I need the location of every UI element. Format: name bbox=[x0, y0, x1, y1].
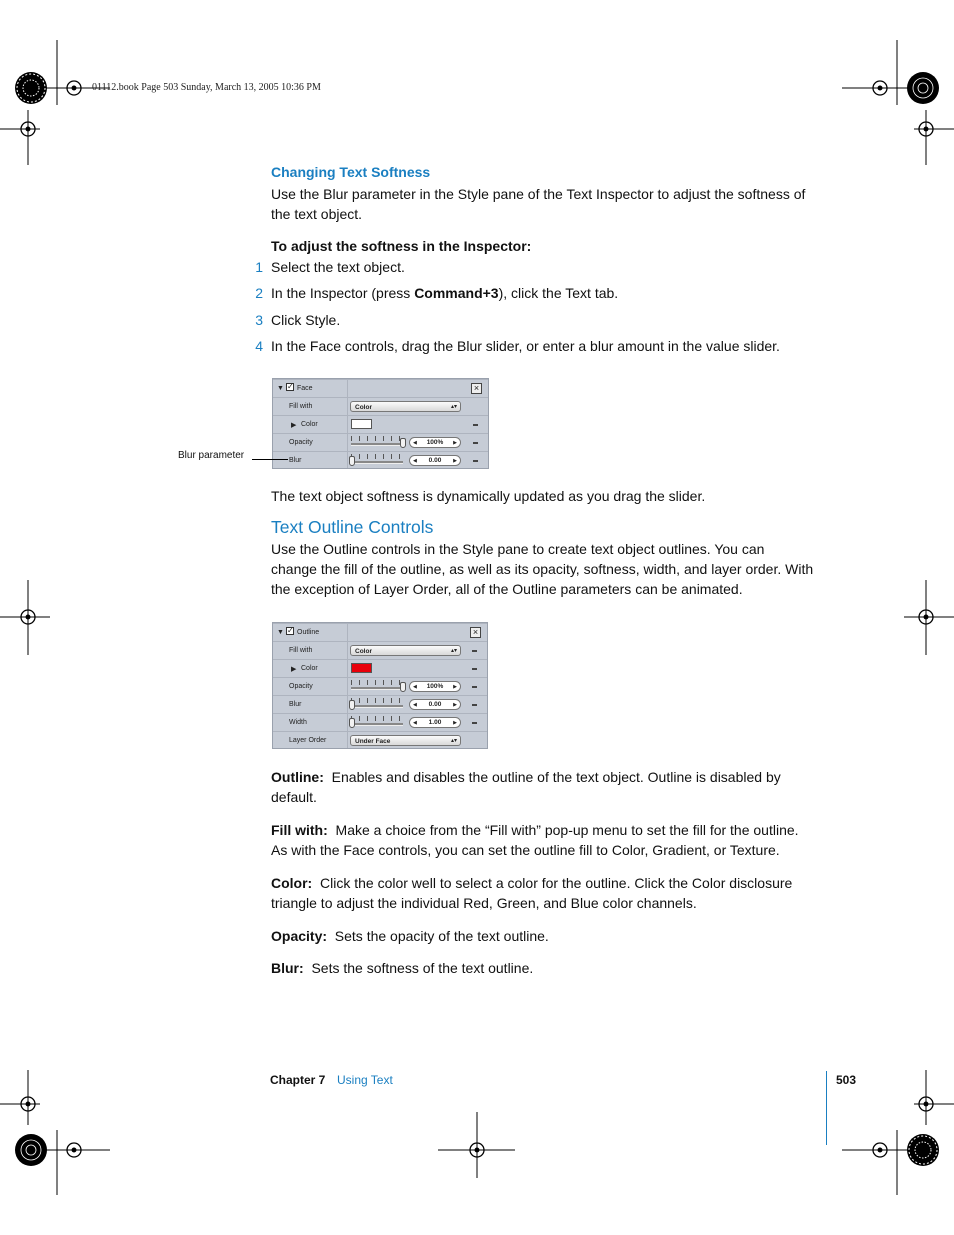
popup-arrows-icon: ▴▾ bbox=[450, 648, 457, 654]
step-item bbox=[255, 336, 780, 356]
step-number: 1 bbox=[255, 259, 263, 275]
face-header-row bbox=[273, 379, 488, 398]
keyframe-dash-icon bbox=[472, 704, 477, 706]
softness-intro-line: Use the Blur parameter in the Style pane of the Text Inspector to adjust the softness of bbox=[271, 186, 806, 202]
step-item bbox=[255, 283, 619, 303]
decrement-arrow-icon[interactable]: ◀ bbox=[413, 458, 417, 464]
outline-intro bbox=[271, 539, 841, 599]
blur-slider-thumb[interactable] bbox=[349, 456, 355, 466]
keyframe-dash-icon bbox=[472, 650, 477, 652]
outline-checkbox[interactable]: ✓ bbox=[287, 626, 294, 635]
callout-leader-line bbox=[252, 459, 288, 460]
increment-arrow-icon[interactable]: ▶ bbox=[453, 458, 457, 464]
popup-value: Color bbox=[355, 404, 372, 411]
face-checkbox[interactable]: ✓ bbox=[287, 382, 294, 391]
footer-rule bbox=[826, 1071, 827, 1145]
keyframe-dash-icon bbox=[473, 424, 478, 426]
definition-term: Color: bbox=[271, 875, 313, 891]
slider-ticks bbox=[351, 698, 403, 703]
opacity-row bbox=[273, 433, 488, 452]
slider-ticks bbox=[351, 454, 403, 459]
opacity-slider-thumb[interactable] bbox=[400, 438, 406, 448]
keyframe-dash-icon bbox=[472, 686, 477, 688]
step-text: Select the text object. bbox=[271, 259, 405, 275]
color-row bbox=[273, 415, 488, 434]
blur-value-slider[interactable] bbox=[409, 455, 461, 466]
step-text: In the Face controls, drag the Blur slider, or enter a blur amount in the value slider. bbox=[271, 338, 780, 354]
blur-slider-track[interactable] bbox=[351, 705, 403, 708]
face-title: Face bbox=[297, 385, 313, 392]
blur-slider-thumb[interactable] bbox=[349, 700, 355, 710]
definition-text: triangle to adjust the individual Red, Green, and Blue color channels. bbox=[271, 895, 697, 911]
slider-ticks bbox=[351, 680, 403, 685]
width-slider-thumb[interactable] bbox=[349, 718, 355, 728]
opacity-row bbox=[273, 677, 487, 696]
value-text: 100% bbox=[426, 439, 444, 446]
keyframe-dash-icon bbox=[473, 442, 478, 444]
step-item bbox=[255, 257, 405, 277]
page-number: 503 bbox=[836, 1073, 857, 1087]
blur-value-slider[interactable] bbox=[409, 699, 461, 710]
param-label: Fill with bbox=[289, 403, 313, 410]
definition-color bbox=[271, 873, 831, 913]
definition-term: Opacity: bbox=[271, 928, 328, 944]
value-text: 100% bbox=[426, 683, 444, 690]
width-value-slider[interactable] bbox=[409, 717, 461, 728]
definition-fill-with bbox=[271, 820, 851, 860]
param-label: Color bbox=[301, 421, 318, 428]
softness-after-text: The text object softness is dynamically updated as you drag the slider. bbox=[271, 488, 706, 504]
definition-term: Blur: bbox=[271, 960, 304, 976]
increment-arrow-icon[interactable]: ▶ bbox=[453, 684, 457, 690]
step-number: 4 bbox=[255, 338, 263, 354]
blur-row bbox=[273, 451, 488, 470]
slider-ticks bbox=[351, 716, 403, 721]
value-text: 0.00 bbox=[428, 701, 442, 708]
param-label: Width bbox=[289, 719, 307, 726]
print-slug: 01112.book Page 503 Sunday, March 13, 2005 10:36 PM bbox=[92, 82, 321, 93]
softness-intro-line: the text object. bbox=[271, 206, 363, 222]
popup-arrows-icon: ▴▾ bbox=[450, 738, 457, 744]
definition-text: default. bbox=[271, 789, 317, 805]
param-label: Blur bbox=[289, 701, 302, 708]
step-number: 2 bbox=[255, 285, 263, 301]
definition-text: Enables and disables the outline of the text object. Outline is disabled by bbox=[331, 769, 781, 785]
color-well[interactable] bbox=[351, 663, 372, 673]
close-icon[interactable]: × bbox=[471, 383, 482, 394]
softness-intro bbox=[271, 184, 831, 224]
definition-text: Click the color well to select a color for the outline. Click the Color disclosure bbox=[320, 875, 793, 891]
width-row bbox=[273, 713, 487, 732]
popup-value: Color bbox=[355, 648, 372, 655]
definition-text: Sets the opacity of the text outline. bbox=[334, 928, 549, 944]
footer-chapter: Chapter 7 bbox=[270, 1073, 326, 1087]
slider-ticks bbox=[351, 436, 403, 441]
blur-parameter-callout: Blur parameter bbox=[178, 450, 245, 461]
definition-opacity bbox=[271, 926, 831, 946]
decrement-arrow-icon[interactable]: ◀ bbox=[413, 720, 417, 726]
disclosure-triangle-icon[interactable]: ▶ bbox=[291, 666, 297, 673]
decrement-arrow-icon[interactable]: ◀ bbox=[413, 440, 417, 446]
steps-label: To adjust the softness in the Inspector: bbox=[271, 238, 532, 254]
blur-row bbox=[273, 695, 487, 714]
step-number: 3 bbox=[255, 312, 263, 328]
param-label: Color bbox=[301, 665, 318, 672]
param-label: Fill with bbox=[289, 647, 313, 654]
param-label: Opacity bbox=[289, 683, 313, 690]
increment-arrow-icon[interactable]: ▶ bbox=[453, 440, 457, 446]
disclosure-triangle-icon[interactable]: ▶ bbox=[291, 422, 297, 429]
disclosure-triangle-icon[interactable]: ▼ bbox=[277, 385, 284, 392]
opacity-value-slider[interactable] bbox=[409, 681, 461, 692]
popup-arrows-icon: ▴▾ bbox=[450, 404, 457, 410]
outline-controls-panel bbox=[272, 622, 488, 749]
section-heading-text-softness: Changing Text Softness bbox=[271, 164, 431, 180]
decrement-arrow-icon[interactable]: ◀ bbox=[413, 702, 417, 708]
close-icon[interactable]: × bbox=[470, 627, 481, 638]
value-text: 0.00 bbox=[428, 457, 442, 464]
opacity-slider-thumb[interactable] bbox=[400, 682, 406, 692]
definition-text: As with the Face controls, you can set the outline fill to Color, Gradient, or Texture. bbox=[271, 842, 780, 858]
outline-intro-line: the exception of Layer Order, all of the Outline parameters can be animated. bbox=[271, 581, 743, 597]
footer-chapter-title: Using Text bbox=[337, 1073, 393, 1087]
layer-order-popup[interactable] bbox=[350, 735, 461, 746]
disclosure-triangle-icon[interactable]: ▼ bbox=[277, 629, 284, 636]
definition-text: Make a choice from the “Fill with” pop-up menu to set the fill for the outline. bbox=[335, 822, 799, 838]
fill-with-row bbox=[273, 397, 488, 416]
keyframe-dash-icon bbox=[472, 668, 477, 670]
increment-arrow-icon[interactable]: ▶ bbox=[453, 702, 457, 708]
face-controls-panel bbox=[272, 378, 489, 469]
opacity-slider-track[interactable] bbox=[351, 687, 403, 690]
keyframe-dash-icon bbox=[472, 722, 477, 724]
color-row bbox=[273, 659, 487, 678]
opacity-slider-track[interactable] bbox=[351, 443, 403, 446]
key-shortcut: Command+3 bbox=[414, 285, 499, 301]
outline-intro-line: change the fill of the outline, as well as its opacity, softness, width, and layer order. With bbox=[271, 561, 814, 577]
section-heading-outline-controls: Text Outline Controls bbox=[271, 517, 434, 537]
color-well[interactable] bbox=[351, 419, 372, 429]
blur-slider-track[interactable] bbox=[351, 461, 403, 464]
step-text: ), click the Text tab. bbox=[498, 285, 619, 301]
opacity-value-slider[interactable] bbox=[409, 437, 461, 448]
definition-outline bbox=[271, 767, 831, 807]
param-label: Layer Order bbox=[289, 737, 327, 744]
outline-title: Outline bbox=[297, 629, 320, 636]
definition-blur bbox=[271, 958, 831, 978]
fill-with-popup[interactable] bbox=[350, 401, 461, 412]
step-item bbox=[255, 310, 341, 330]
outline-intro-line: Use the Outline controls in the Style pane to create text object outlines. You can bbox=[271, 541, 765, 557]
increment-arrow-icon[interactable]: ▶ bbox=[453, 720, 457, 726]
definition-term: Outline: bbox=[271, 769, 324, 785]
fill-with-popup[interactable] bbox=[350, 645, 461, 656]
step-text: Click Style. bbox=[271, 312, 341, 328]
value-text: 1.00 bbox=[428, 719, 442, 726]
outline-header-row bbox=[273, 623, 487, 642]
definition-text: Sets the softness of the text outline. bbox=[311, 960, 534, 976]
definition-term: Fill with: bbox=[271, 822, 328, 838]
width-slider-track[interactable] bbox=[351, 723, 403, 726]
param-label: Blur bbox=[289, 457, 302, 464]
layer-order-row bbox=[273, 731, 487, 750]
fill-with-row bbox=[273, 641, 487, 660]
decrement-arrow-icon[interactable]: ◀ bbox=[413, 684, 417, 690]
keyframe-dash-icon bbox=[473, 460, 478, 462]
step-text: In the Inspector (press bbox=[271, 285, 415, 301]
popup-value: Under Face bbox=[355, 738, 391, 745]
param-label: Opacity bbox=[289, 439, 313, 446]
